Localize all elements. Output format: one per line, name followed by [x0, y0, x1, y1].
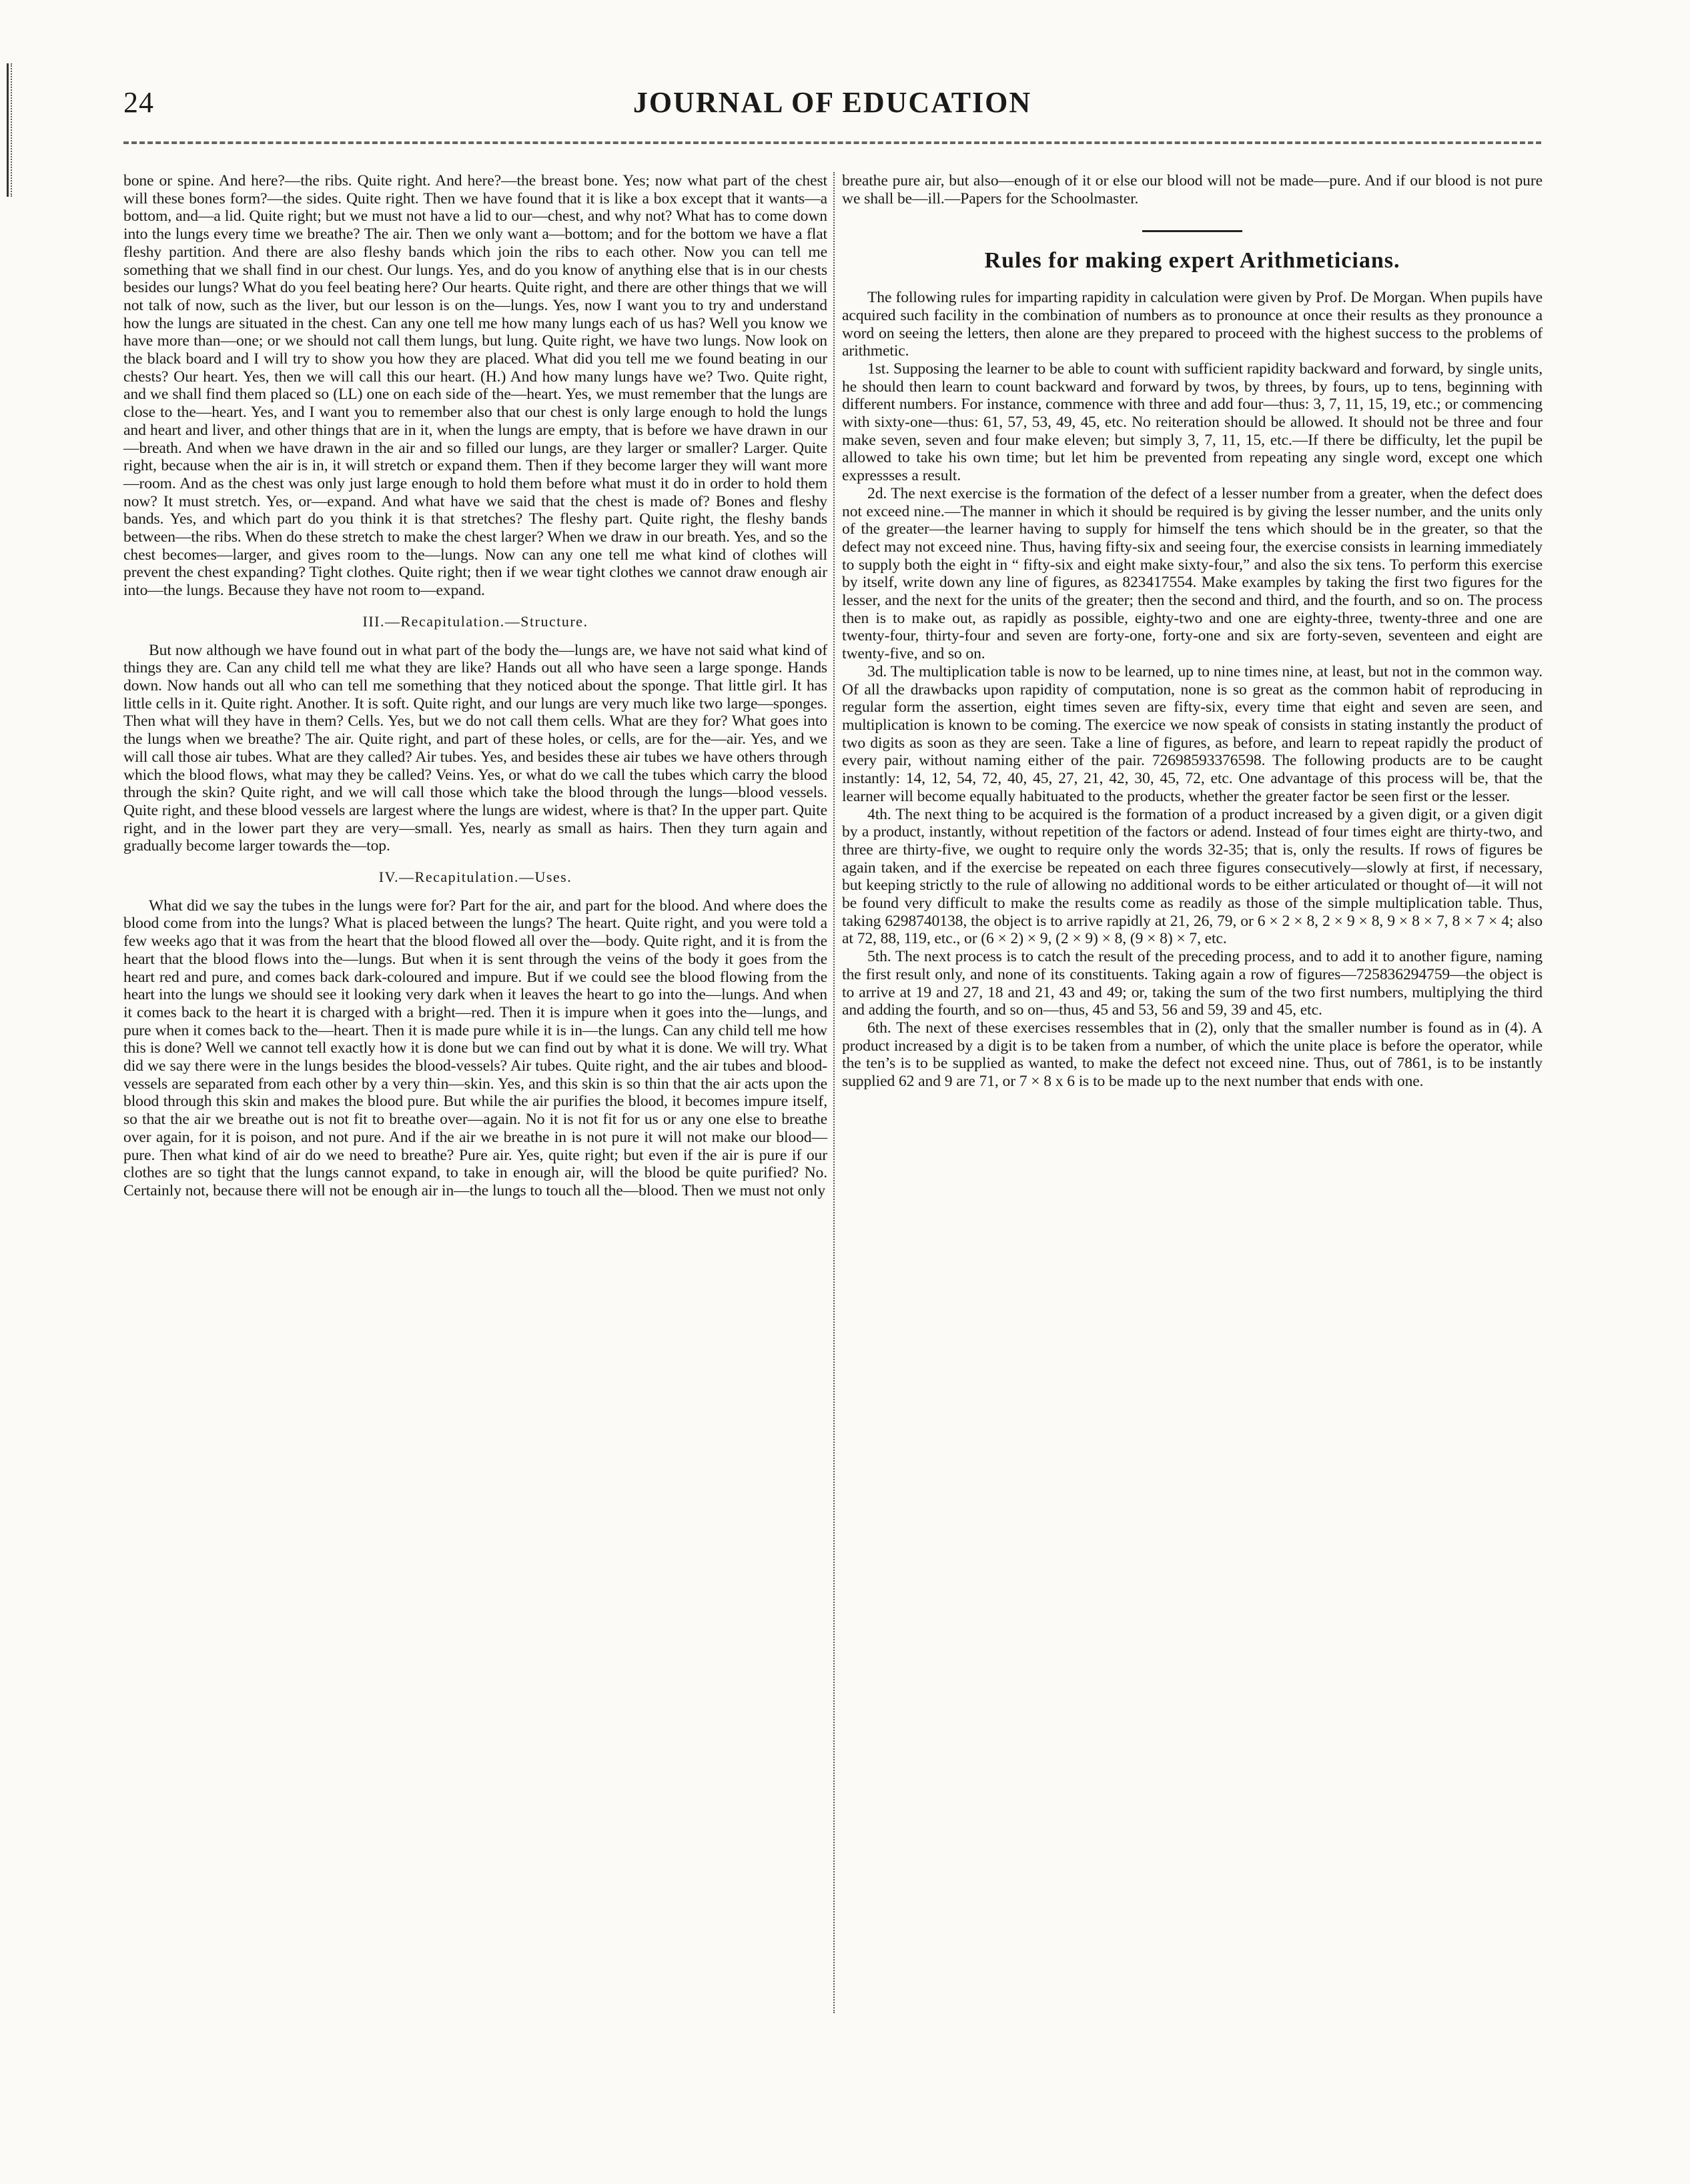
rule-2-paragraph: 2d. The next exercise is the formation of the defect of a lesser number from a greater, when the defect does not exceed nine.—The manner in which it should be required is by giving the lesser number, and the units only of the greater—the learner having to supply for himself the tens which should be in the greater, so that the defect may not exceed nine. Thus, having fifty-six and seeing four, the exercise consists in learning immediately to supply both the eight in “ fifty-six and eight make sixty-four,” and also the six tens. To perform this exercise by itself, write down any line of figures, as 823417554. Make examples by taking the first two figures for the lesser, and the next for the units of the greater; then the second and third, and the fourth, and so on. The process then is to make out, as rapidly as possible, eighty-two and one are eighty-three, twenty-three and one are twenty-four, thirty-four and seven are forty-one, forty-one and six are forty-seven, seventeen and eight are twenty-five, and so on. [842, 484, 1543, 663]
left-column [123, 172, 827, 1200]
article-title: Rules for making expert Arithmeticians. [984, 248, 1400, 274]
section-heading-uses: IV.—Recapitulation.—Uses. [378, 869, 572, 886]
rule-3-paragraph: 3d. The multiplication table is now to be learned, up to nine times nine, at least, but not in the common way. Of all the drawbacks upon rapidity of computation, none is so great as the common habit of reproducing in regular form the assertion, eight times seven are fifty-six, every time that eight and seven are seen, and multiplication is known to be coming. The exercice we now speak of consists in stating instantly the product of two digits as soon as they are seen. Take a line of figures, as before, and learn to repeat rapidly the product of every pair, without naming either of the pair. 72698593376598. The following products are to be caught instantly: 14, 12, 54, 72, 40, 45, 27, 21, 42, 30, 45, 72, etc. One advantage of this process will be, that the learner will become equally habituated to the products, whether the greater factor be seen first or the lesser. [842, 662, 1543, 805]
rule-4-paragraph: 4th. The next thing to be acquired is the formation of a product increased by a given digit, or a given digit by a product, instantly, without repetition of the factors or adend. Instead of four times eight are thirty-two, and three are thirty-five, we ought to require only the words 32-35; that is, only the results. If rows of figures be again taken, and if the exercise be repeated on each three figures consecutively—slowly at first, if necessary, but keeping strictly to the rule of allowing no additional words to be either articulated or thought of—it will not be found very difficult to make the results come as readily as those of the simple multiplication table. Thus, taking 6298740138, the object is to arrive rapidly at 21, 26, 79, or 6 × 2 × 8, 2 × 9 × 8, 9 × 8 × 7, 8 × 7 × 4; also at 72, 88, 119, etc., or (6 × 2) × 9, (2 × 9) × 8, (9 × 8) × 7, etc. [842, 805, 1543, 948]
left-paragraph-3: What did we say the tubes in the lungs were for? Part for the air, and part for the blood. And where does the blood come from into the lungs? What is placed between the lungs? The heart. Quite right, and you were told a few weeks ago that it was from the heart that the blood flowed all over the—body. Quite right, and it is from the heart that the blood flows into the—lungs. But when it is sent through the veins of the body it goes from the heart red and pure, and comes back dark-coloured and impure. But if we could see the blood flowing from the heart into the lungs we should see it looking very dark when it leaves the heart to go into the—lungs. And when it comes back to the heart it is charged with a bright—red. Then it is impure when it goes into the—lungs, and pure when it comes back to the—heart. Then it is made pure while it is in—the lungs. Can any child tell me how this is done? Well we cannot tell exactly how it is done but we can find out by what it is done. We will try. What did we say there were in the lungs besides the blood-vessels? Air tubes. Quite right, and the air tubes and blood-vessels are separated from each other by a very thin—skin. Yes, and this skin is so thin that the air acts upon the blood through this skin and makes the blood pure. But while the air purifies the blood, it becomes impure itself, so that the air we breathe out is not fit to breathe over—again. No it is not fit for us or any one else to breathe over again, for it is poison, and not pure. And if the air we breathe in is not pure it will not make our blood—pure. Then what kind of air do we need to breathe? Pure air. Yes, quite right; but even if the air is pure if our clothes are so tight that the lungs cannot expand, to take in enough air, will the blood be quite purified? No. Certainly not, because there will not be enough air in—the lungs to touch all the—blood. Then we must not only [123, 897, 827, 1199]
rule-5-paragraph: 5th. The next process is to catch the result of the preceding process, and to add it to another figure, naming the first result only, and none of its constituents. Taking again a row of figures—725836294759—the object is to arrive at 19 and 27, 18 and 21, 43 and 49; or, taking the sum of the two first numbers, multiplying the third and adding the fourth, and so on—thus, 45 and 53, 56 and 59, 39 and 45, etc. [842, 948, 1543, 1019]
rule-6-paragraph: 6th. The next of these exercises ressembles that in (2), only that the smaller number is found as in (4). A product increased by a digit is to be taken from a number, of which the unite place is before the operator, while the ten’s is to be supplied as wanted, to make the defect not exceed nine. Thus, out of 7861, is to be instantly supplied 62 and 9 are 71, or 7 × 8 x 6 is to be made up to the next number that ends with one. [842, 1019, 1543, 1091]
section-heading-structure: III.—Recapitulation.—Structure. [362, 612, 588, 630]
page-header [123, 85, 1541, 128]
right-paragraph-intro: The following rules for imparting rapidity in calculation were given by Prof. De Morgan. When pupils have acquired such facility in the combination of numbers as to pronounce at once their results as they pronounce a word on seeing the letters, then alone are they prepared to proceed with the highest success to the problems of arithmetic. [842, 289, 1543, 360]
binding-margin-rule [7, 63, 12, 197]
left-paragraph-1: bone or spine. And here?—the ribs. Quite right. And here?—the breast bone. Yes; now what part of the chest will these bones form?—the sides. Quite right. Then we have found that it is like a box except that it wants—a bottom, and—a lid. Quite right; but we must not have a lid to our—chest, and why not? What has to come down into the lungs every time we breathe? The air. Then we only want a—bottom; and for the bottom we have a flat fleshy partition. And there are also fleshy bands which join the ribs to each other. Now you can tell me something that we shall find in our chest. Our lungs. Yes, and do you know of anything else that is in our chests besides our lungs? What do you feel beating here? Our hearts. Quite right, and there are other things that we will not talk of now, such as the liver, but our lesson is on the—lungs. Yes, now I want you to try and understand how the lungs are situated in the chest. Can any one tell me how many lungs each of us has? Well you know we have more than—one; or we should not call them lungs, but lung. Quite right, we have two lungs. Now look on the black board and I will try to show you how they are placed. What did you tell me we found beating in our chests? Our heart. Yes, then we will call this our heart. (H.) And how many lungs have we? Two. Quite right, and we shall find them placed so (LL) one on each side of the—heart. Yes, we must remember that the lungs are close to the—heart. Yes, and I want you to remember also that our chest is only large enough to hold the lungs and heart and liver, and other things that are in it, when the lungs are empty, that is before we have drawn in our—breath. And when we have drawn in the air and so filled our lungs, are they larger or smaller? Larger. Quite right, because when the air is in, it will stretch or expand them. Then if they become larger they will want more—room. And as the chest was only just large enough to hold them before what must it do in order to hold them now? It must stretch. Yes, or—expand. And what have we said that the chest is made of? Bones and fleshy bands. Yes, and which part do you think it is that stretches? The fleshy part. Quite right, the fleshy bands between—the ribs. When do these stretch to make the chest larger? When we draw in our breath. Yes, and so the chest becomes—larger, and gives room to the—lungs. Now can any one tell me what kind of clothes will prevent the chest expanding? Tight clothes. Quite right; then if we wear tight clothes we cannot draw enough air into—the lungs. Because they have not room to—expand. [123, 172, 827, 600]
right-column [842, 172, 1543, 1091]
article-separator-rule [1142, 230, 1242, 232]
right-paragraph-continuation: breathe pure air, but also—enough of it or else our blood will not be made—pure. And if our blood is not pure we shall be—ill.—Papers for the Schoolmaster. [842, 172, 1543, 207]
header-rule [123, 141, 1541, 144]
column-divider [833, 172, 835, 2013]
page-number: 24 [123, 86, 154, 119]
journal-title: JOURNAL OF EDUCATION [632, 86, 1032, 119]
rule-1-paragraph: 1st. Supposing the learner to be able to count with sufficient rapidity backward and forward, by single units, he should then learn to count backward and forward by twos, by threes, by fours, up to tens, beginning with different numbers. For instance, commence with three and add four—thus: 3, 7, 11, 15, 19, etc.; or commencing with sixty-one—thus: 61, 57, 53, 49, 45, etc. No reiteration should be allowed. It should not be three and four make seven, seven and four make eleven; but simply 3, 7, 11, 15, etc.—If there be difficulty, let the pupil be allowed to take his own time; but let him be prevented from repeating any single word, except one which expressses a result. [842, 360, 1543, 485]
left-paragraph-2: But now although we have found out in what part of the body the—lungs are, we have not said what kind of things they are. Can any child tell me what they are like? Hands out all who have seen a large sponge. Hands down. Now hands out all who can tell me something that they noticed about the sponge. That little girl. It has little cells in it. Quite right. Another. It is soft. Quite right, and our lungs are very much like two large—sponges. Then what will they have in them? Cells. Yes, but we do not call them cells. What are they for? What goes into the lungs when we breathe? The air. Quite right, and part of these holes, or cells, are for the—air. Yes, and we will call those air tubes. What are they called? Air tubes. Yes, and besides these air tubes we have others through which the blood flows, what may they be called? Veins. Yes, or what do we call the tubes which carry the blood through the skin? Quite right, and we will call those which take the blood through the lungs—blood vessels. Quite right, and these blood vessels are largest where the lungs are widest, where is that? In the upper part. Quite right, and in the lower part they are very—small. Yes, nearly as small as hairs. Then they turn again and gradually become larger towards the—top. [123, 641, 827, 855]
